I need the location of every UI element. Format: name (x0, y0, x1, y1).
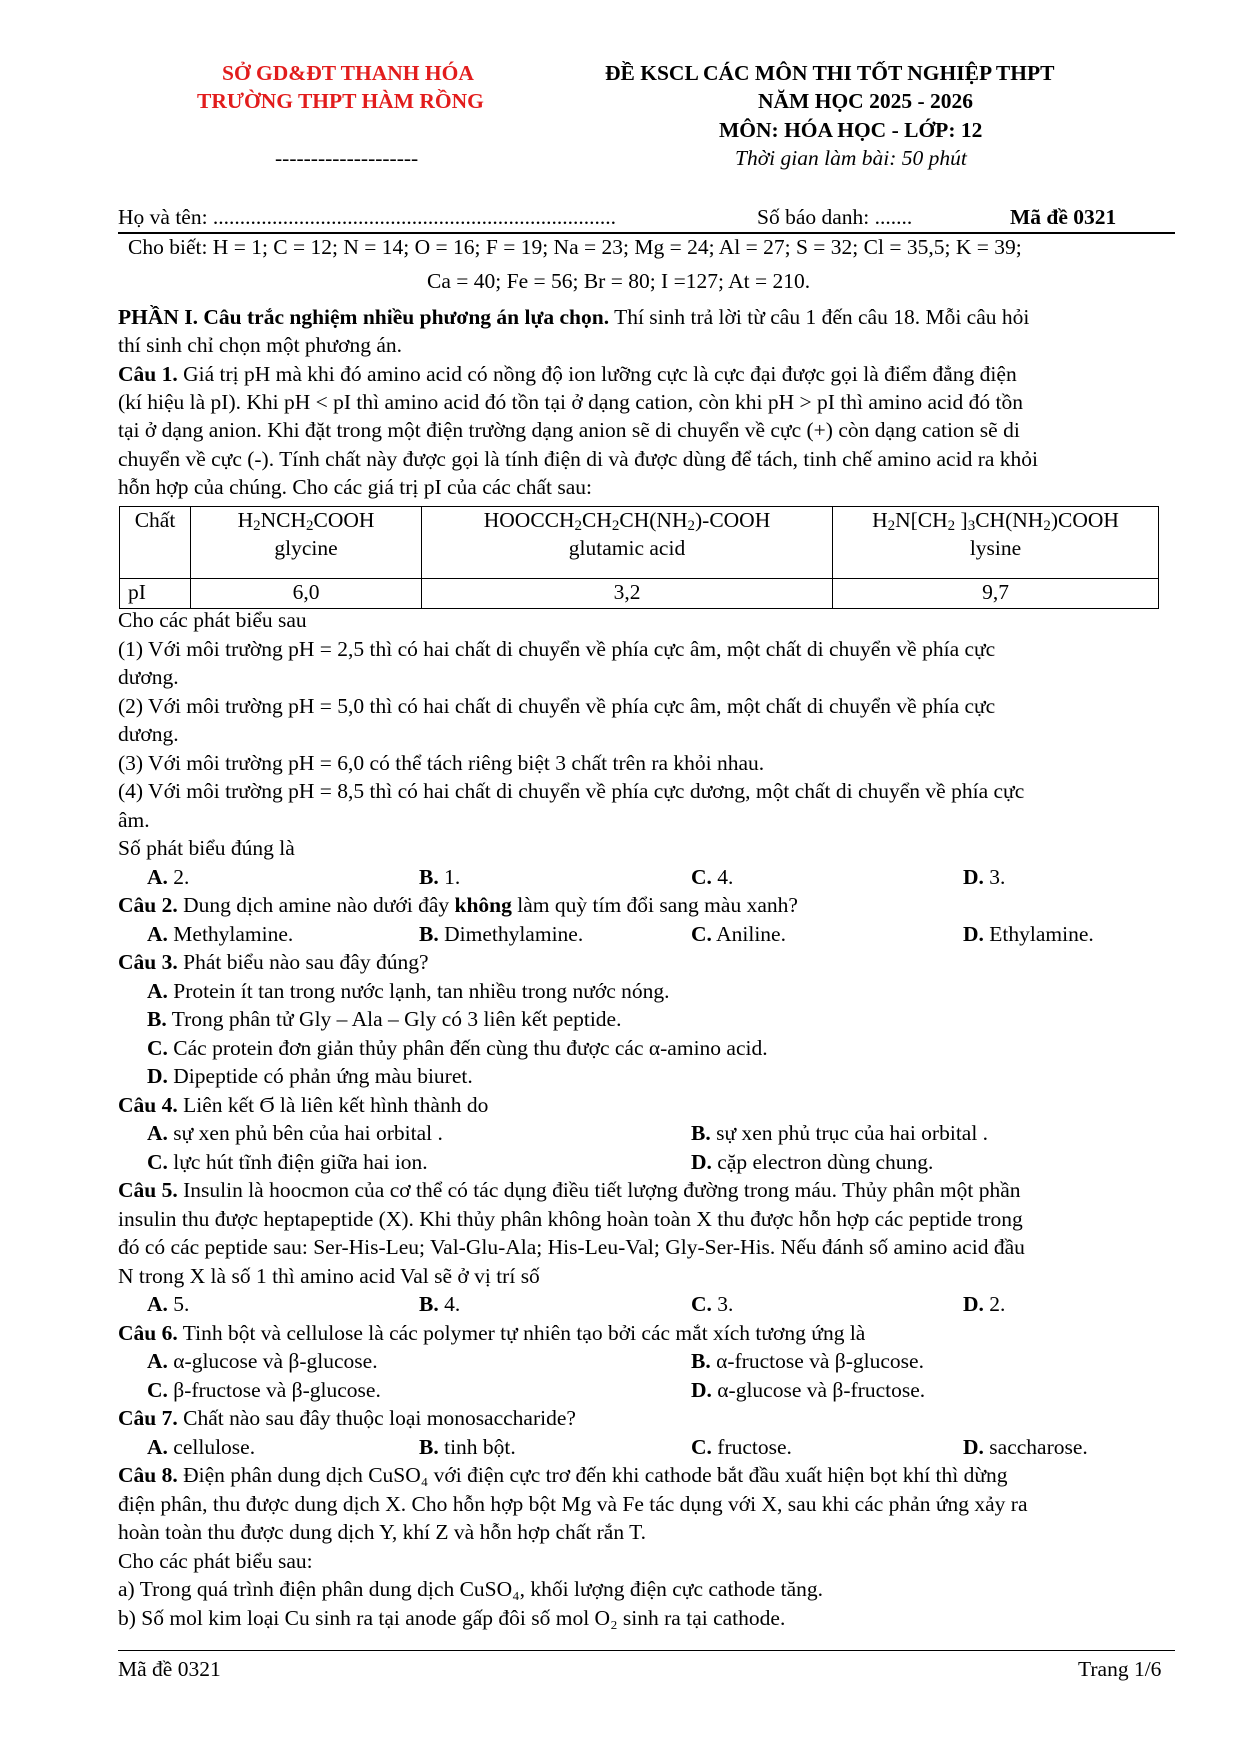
q4-option-b[interactable]: B. sự xen phủ trục của hai orbital . (691, 1121, 989, 1145)
exam-title: ĐỀ KSCL CÁC MÔN THI TỐT NGHIỆP THPT (605, 61, 1055, 85)
q7-option-b[interactable]: B. tinh bột. (419, 1435, 516, 1459)
q2-option-d[interactable]: D. Ethylamine. (963, 922, 1094, 946)
given-masses-line1: Cho biết: H = 1; C = 12; N = 14; O = 16; F = 19; Na = 23; Mg = 24; Al = 27; S = 32; Cl = 35,5; K = 39; (128, 235, 1022, 259)
student-id-field: Số báo danh: ....... (757, 205, 913, 229)
question-1-line: chuyển về cực (-). Tính chất này được gọi là tính điện di và được dùng để tách, tinh chế amino acid ra khỏi (118, 447, 1038, 471)
school-year: NĂM HỌC 2025 - 2026 (758, 89, 973, 113)
statement-1-cont: dương. (118, 665, 179, 689)
school-name: TRƯỜNG THPT HÀM RỒNG (197, 89, 484, 113)
q8-statement-b: b) Số mol kim loại Cu sinh ra tại anode gấp đôi số mol O₂ sinh ra tại cathode. (118, 1606, 786, 1630)
pi-table (119, 506, 1159, 609)
question-5-line: đó có các peptide sau: Ser-His-Leu; Val-Glu-Ala; His-Leu-Val; Gly-Ser-His. Nếu đánh số amino acid đầu (118, 1235, 1025, 1259)
question-4: Câu 4. Liên kết Ϭ là liên kết hình thành do (118, 1093, 489, 1117)
q7-option-d[interactable]: D. saccharose. (963, 1435, 1088, 1459)
statements-intro: Cho các phát biểu sau (118, 608, 307, 632)
pi-value-glutamic-acid: 3,2 (422, 579, 833, 609)
q7-option-a[interactable]: A. cellulose. (147, 1435, 256, 1459)
question-8-line: Câu 8. Điện phân dung dịch CuSO₄ với điện cực trơ đến khi cathode bắt đầu xuất hiện bọt khí thì dừng (118, 1463, 1008, 1487)
q2-option-c[interactable]: C. Aniline. (691, 922, 786, 946)
q2-option-a[interactable]: A. Methylamine. (147, 922, 294, 946)
q1-option-b[interactable]: B. 1. (419, 865, 461, 889)
question-8-line: hoàn toàn thu được dung dịch Y, khí Z và hỗn hợp chất rắn T. (118, 1520, 646, 1544)
q1-option-c[interactable]: C. 4. (691, 865, 734, 889)
q6-option-c[interactable]: C. β-fructose và β-glucose. (147, 1378, 381, 1402)
question-1-line: (kí hiệu là pI). Khi pH < pI thì amino acid đó tồn tại ở dạng cation, còn khi pH > pI thì amino acid đó tồn (118, 390, 1023, 414)
pi-table-glycine: $H_2NCH_2COOH$ glycine (191, 507, 422, 579)
header-rule (118, 232, 1175, 234)
q3-option-a[interactable]: A. Protein ít tan trong nước lạnh, tan nhiều trong nước nóng. (147, 979, 670, 1003)
q8-statements-intro: Cho các phát biểu sau: (118, 1549, 313, 1573)
q4-option-a[interactable]: A. sự xen phủ bên của hai orbital . (147, 1121, 443, 1145)
exam-code: Mã đề 0321 (1010, 205, 1117, 229)
statement-2-cont: dương. (118, 722, 179, 746)
exam-duration: Thời gian làm bài: 50 phút (735, 146, 967, 170)
student-name-field: Họ và tên: ........................................................................... (118, 205, 617, 229)
question-6: Câu 6. Tinh bột và cellulose là các polymer tự nhiên tạo bởi các mắt xích tương ứng là (118, 1321, 866, 1345)
question-8-line: điện phân, thu được dung dịch X. Cho hỗn hợp bột Mg và Fe tác dụng với X, sau khi các phản ứng xảy ra (118, 1492, 1028, 1516)
subject-title: MÔN: HÓA HỌC - LỚP: 12 (719, 118, 983, 142)
question-2: Câu 2. Dung dịch amine nào dưới đây không làm quỳ tím đổi sang màu xanh? (118, 893, 798, 917)
q4-option-d[interactable]: D. cặp electron dùng chung. (691, 1150, 934, 1174)
pi-table-glutamic-acid: $HOOCCH_2CH_2CH(NH_2)$-COOH glutamic acid (422, 507, 833, 579)
statement-3: (3) Với môi trường pH = 6,0 có thể tách riêng biệt 3 chất trên ra khỏi nhau. (118, 751, 765, 775)
statement-4: (4) Với môi trường pH = 8,5 thì có hai chất di chuyển về phía cực dương, một chất di chuyển về phía cực (118, 779, 1025, 803)
question-5-line: N trong X là số 1 thì amino acid Val sẽ ở vị trí số (118, 1264, 540, 1288)
header-divider: -------------------- (275, 146, 419, 170)
q3-option-d[interactable]: D. Dipeptide có phản ứng màu biuret. (147, 1064, 473, 1088)
q6-option-b[interactable]: B. α-fructose và β-glucose. (691, 1349, 924, 1373)
pi-table-header-pi: pI (120, 579, 191, 609)
statement-4-cont: âm. (118, 808, 150, 832)
pi-table-lysine: $H_2N[CH_2$ ]$_3CH(NH_2)COOH$ lysine (833, 507, 1159, 579)
question-5-line: Câu 5. Insulin là hoocmon của cơ thể có tác dụng điều tiết lượng đường trong máu. Thủy phân một phần (118, 1178, 1021, 1202)
q7-option-c[interactable]: C. fructose. (691, 1435, 792, 1459)
question-7: Câu 7. Chất nào sau đây thuộc loại monosaccharide? (118, 1406, 576, 1430)
q3-option-b[interactable]: B. Trong phân tử Gly – Ala – Gly có 3 liên kết peptide. (147, 1007, 622, 1031)
pi-table-header-substance: Chất (120, 507, 191, 579)
question-1-line: tại ở dạng anion. Khi đặt trong một điện trường dạng anion sẽ di chuyển về cực (+) còn dạng cation sẽ di (118, 418, 1020, 442)
part1-heading: PHẦN I. Câu trắc nghiệm nhiều phương án lựa chọn. Thí sinh trả lời từ câu 1 đến câu 18. Mỗi câu hỏi (118, 305, 1030, 329)
q4-option-c[interactable]: C. lực hút tĩnh điện giữa hai ion. (147, 1150, 428, 1174)
footer-rule (118, 1650, 1175, 1651)
q1-option-d[interactable]: D. 3. (963, 865, 1006, 889)
q6-option-a[interactable]: A. α-glucose và β-glucose. (147, 1349, 378, 1373)
question-1-line: hỗn hợp của chúng. Cho các giá trị pI của các chất sau: (118, 475, 593, 499)
footer-exam-code: Mã đề 0321 (118, 1657, 221, 1681)
statement-2: (2) Với môi trường pH = 5,0 thì có hai chất di chuyển về phía cực âm, một chất di chuyển về phía cực (118, 694, 996, 718)
question-1-ask: Số phát biểu đúng là (118, 836, 295, 860)
part1-instruction: thí sinh chỉ chọn một phương án. (118, 333, 402, 357)
question-3: Câu 3. Phát biểu nào sau đây đúng? (118, 950, 429, 974)
pi-value-glycine: 6,0 (191, 579, 422, 609)
department-name: SỞ GD&ĐT THANH HÓA (222, 61, 474, 85)
q8-statement-a: a) Trong quá trình điện phân dung dịch CuSO₄, khối lượng điện cực cathode tăng. (118, 1577, 823, 1601)
q3-option-c[interactable]: C. Các protein đơn giản thủy phân đến cùng thu được các α-amino acid. (147, 1036, 768, 1060)
q2-option-b[interactable]: B. Dimethylamine. (419, 922, 584, 946)
q5-option-a[interactable]: A. 5. (147, 1292, 190, 1316)
question-1-line: Câu 1. Giá trị pH mà khi đó amino acid có nồng độ ion lưỡng cực là cực đại được gọi là điểm đẳng điện (118, 362, 1017, 386)
footer-page-number: Trang 1/6 (1078, 1657, 1162, 1681)
q1-option-a[interactable]: A. 2. (147, 865, 190, 889)
pi-value-lysine: 9,7 (833, 579, 1159, 609)
q5-option-d[interactable]: D. 2. (963, 1292, 1006, 1316)
q5-option-c[interactable]: C. 3. (691, 1292, 734, 1316)
given-masses-line2: Ca = 40; Fe = 56; Br = 80; I =127; At = 210. (427, 269, 811, 293)
q6-option-d[interactable]: D. α-glucose và β-fructose. (691, 1378, 926, 1402)
statement-1: (1) Với môi trường pH = 2,5 thì có hai chất di chuyển về phía cực âm, một chất di chuyển về phía cực (118, 637, 996, 661)
q5-option-b[interactable]: B. 4. (419, 1292, 461, 1316)
question-5-line: insulin thu được heptapeptide (X). Khi thủy phân không hoàn toàn X thu được hỗn hợp các peptide trong (118, 1207, 1023, 1231)
